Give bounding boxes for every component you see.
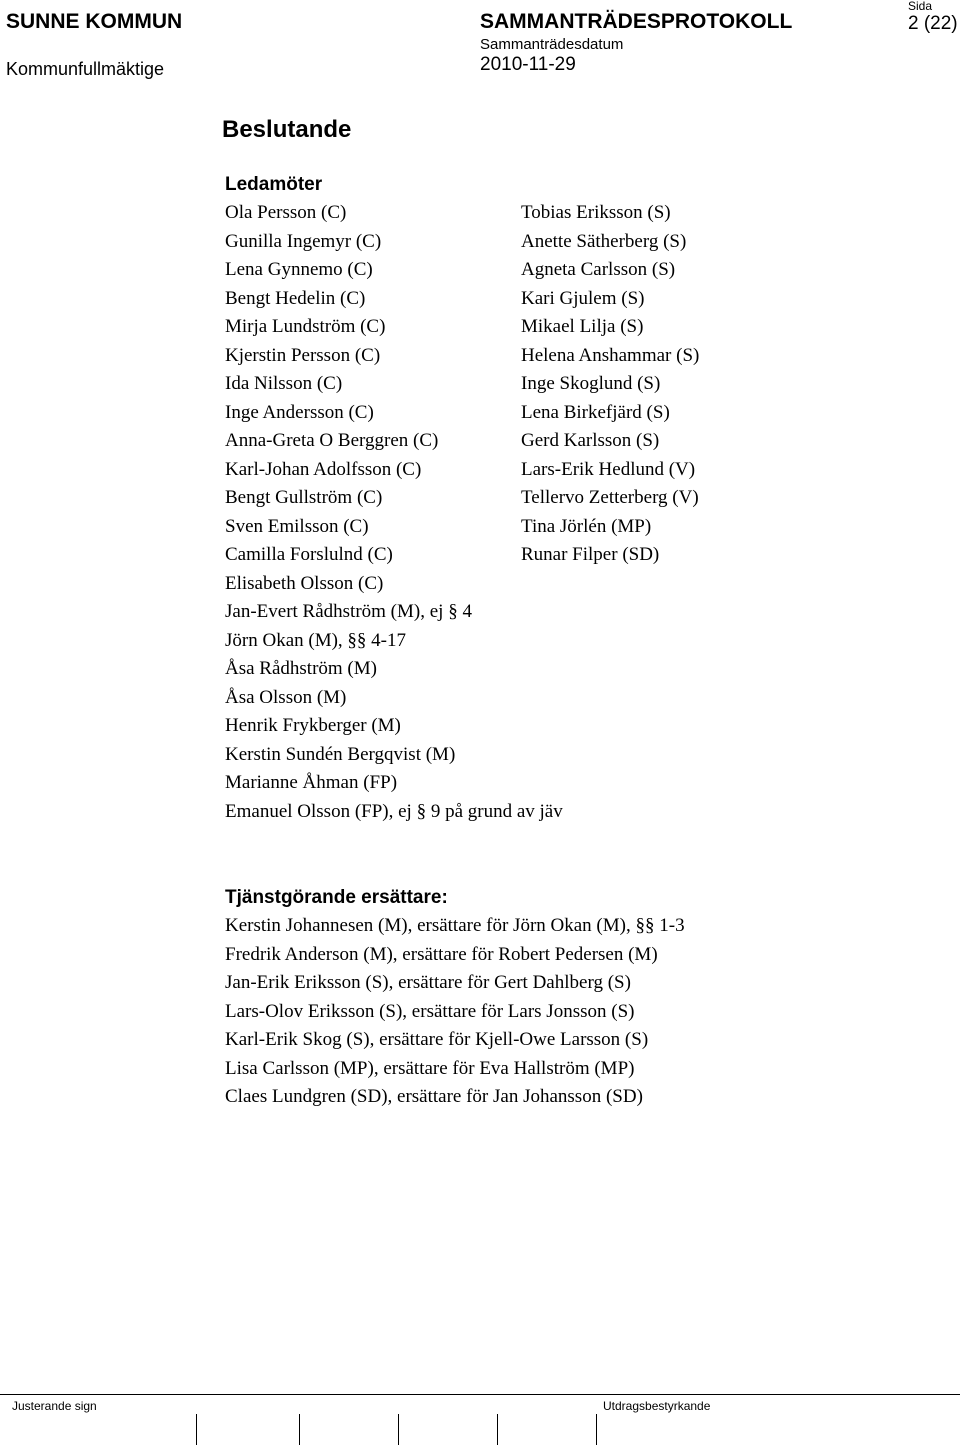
governing-body-name: Kommunfullmäktige <box>6 59 165 79</box>
member-list-item: Elisabeth Olsson (C) <box>225 572 384 594</box>
member-list-item: Tellervo Zetterberg (V) <box>521 487 699 508</box>
signature-box-divider <box>497 1414 498 1445</box>
signature-box-divider <box>596 1414 597 1445</box>
member-list-item: Karl-Johan Adolfsson (C) <box>225 458 422 480</box>
member-list-item: Åsa Rådhström (M) <box>225 658 377 679</box>
member-list-item: Inge Skoglund (S) <box>521 373 661 394</box>
member-list-item: Tina Jörlén (MP) <box>521 515 652 537</box>
substitute-list-item: Kerstin Johannesen (M), ersättare för Jörn Okan (M), §§ 1-3 <box>225 915 685 936</box>
member-list-item: Camilla Forslulnd (C) <box>225 544 393 565</box>
member-list-item: Mikael Lilja (S) <box>521 316 644 337</box>
meeting-date-label: Sammanträdesdatum <box>480 36 624 53</box>
member-list-item: Mirja Lundström (C) <box>225 316 386 337</box>
member-list-item: Jörn Okan (M), §§ 4-17 <box>225 629 407 651</box>
signature-footer <box>0 1394 960 1447</box>
member-list-item: Inge Andersson (C) <box>225 401 374 423</box>
document-title: SAMMANTRÄDESPROTOKOLL <box>480 10 793 33</box>
footer-divider <box>0 1394 960 1395</box>
member-list-item: Ola Persson (C) <box>225 202 347 223</box>
substitute-list-item: Jan-Erik Eriksson (S), ersättare för Gert Dahlberg (S) <box>225 972 631 993</box>
member-list-item: Marianne Åhman (FP) <box>225 772 398 793</box>
member-list-item: Henrik Frykberger (M) <box>225 715 401 736</box>
member-list-item: Gunilla Ingemyr (C) <box>225 230 382 252</box>
section-title: Beslutande <box>222 116 352 143</box>
member-list-item: Lars-Erik Hedlund (V) <box>521 458 696 480</box>
member-list-item: Ida Nilsson (C) <box>225 373 343 394</box>
signature-box-divider <box>299 1414 300 1445</box>
substitute-list-item: Fredrik Anderson (M), ersättare för Robert Pedersen (M) <box>225 943 658 965</box>
meeting-date-value: 2010-11-29 <box>480 54 576 75</box>
member-list-item: Bengt Hedelin (C) <box>225 287 366 309</box>
member-list-item: Kari Gjulem (S) <box>521 287 645 309</box>
certification-label: Utdragsbestyrkande <box>603 1399 711 1413</box>
member-list-item: Lena Birkefjärd (S) <box>521 401 670 423</box>
signature-label: Justerande sign <box>12 1399 97 1413</box>
member-list-item: Sven Emilsson (C) <box>225 515 369 537</box>
signature-box-divider <box>196 1414 197 1445</box>
member-list-item: Gerd Karlsson (S) <box>521 430 660 451</box>
member-list-item: Kjerstin Persson (C) <box>225 344 381 366</box>
substitute-list-item: Lisa Carlsson (MP), ersättare för Eva Hallström (MP) <box>225 1057 635 1079</box>
member-list-item: Runar Filper (SD) <box>521 544 660 565</box>
member-list-item: Anna-Greta O Berggren (C) <box>225 430 439 451</box>
member-list-item: Lena Gynnemo (C) <box>225 259 373 280</box>
substitutes-list <box>225 912 685 1112</box>
substitutes-heading: Tjänstgörande ersättare: <box>225 887 448 908</box>
member-list-item: Tobias Eriksson (S) <box>521 202 671 223</box>
member-list-item: Jan-Evert Rådhström (M), ej § 4 <box>225 601 472 622</box>
member-list-item: Anette Sätherberg (S) <box>521 230 687 252</box>
substitute-list-item: Claes Lundgren (SD), ersättare för Jan Johansson (SD) <box>225 1086 643 1107</box>
substitute-list-item: Lars-Olov Eriksson (S), ersättare för Lars Jonsson (S) <box>225 1000 635 1022</box>
signature-box-divider <box>398 1414 399 1445</box>
members-heading: Ledamöter <box>225 174 323 195</box>
member-list-item: Emanuel Olsson (FP), ej § 9 på grund av jäv <box>225 800 563 822</box>
member-list-item: Helena Anshammar (S) <box>521 344 700 366</box>
member-list-item: Agneta Carlsson (S) <box>521 259 676 280</box>
member-list-item: Kerstin Sundén Bergqvist (M) <box>225 743 456 765</box>
page-label: Sida <box>908 0 933 13</box>
organization-name: SUNNE KOMMUN <box>6 10 183 33</box>
member-list-item: Bengt Gullström (C) <box>225 487 383 508</box>
members-list-right <box>521 199 699 570</box>
page-number: 2 (22) <box>908 13 958 34</box>
substitute-list-item: Karl-Erik Skog (S), ersättare för Kjell-Owe Larsson (S) <box>225 1029 649 1050</box>
members-list-left <box>225 199 563 826</box>
member-list-item: Åsa Olsson (M) <box>225 686 347 708</box>
